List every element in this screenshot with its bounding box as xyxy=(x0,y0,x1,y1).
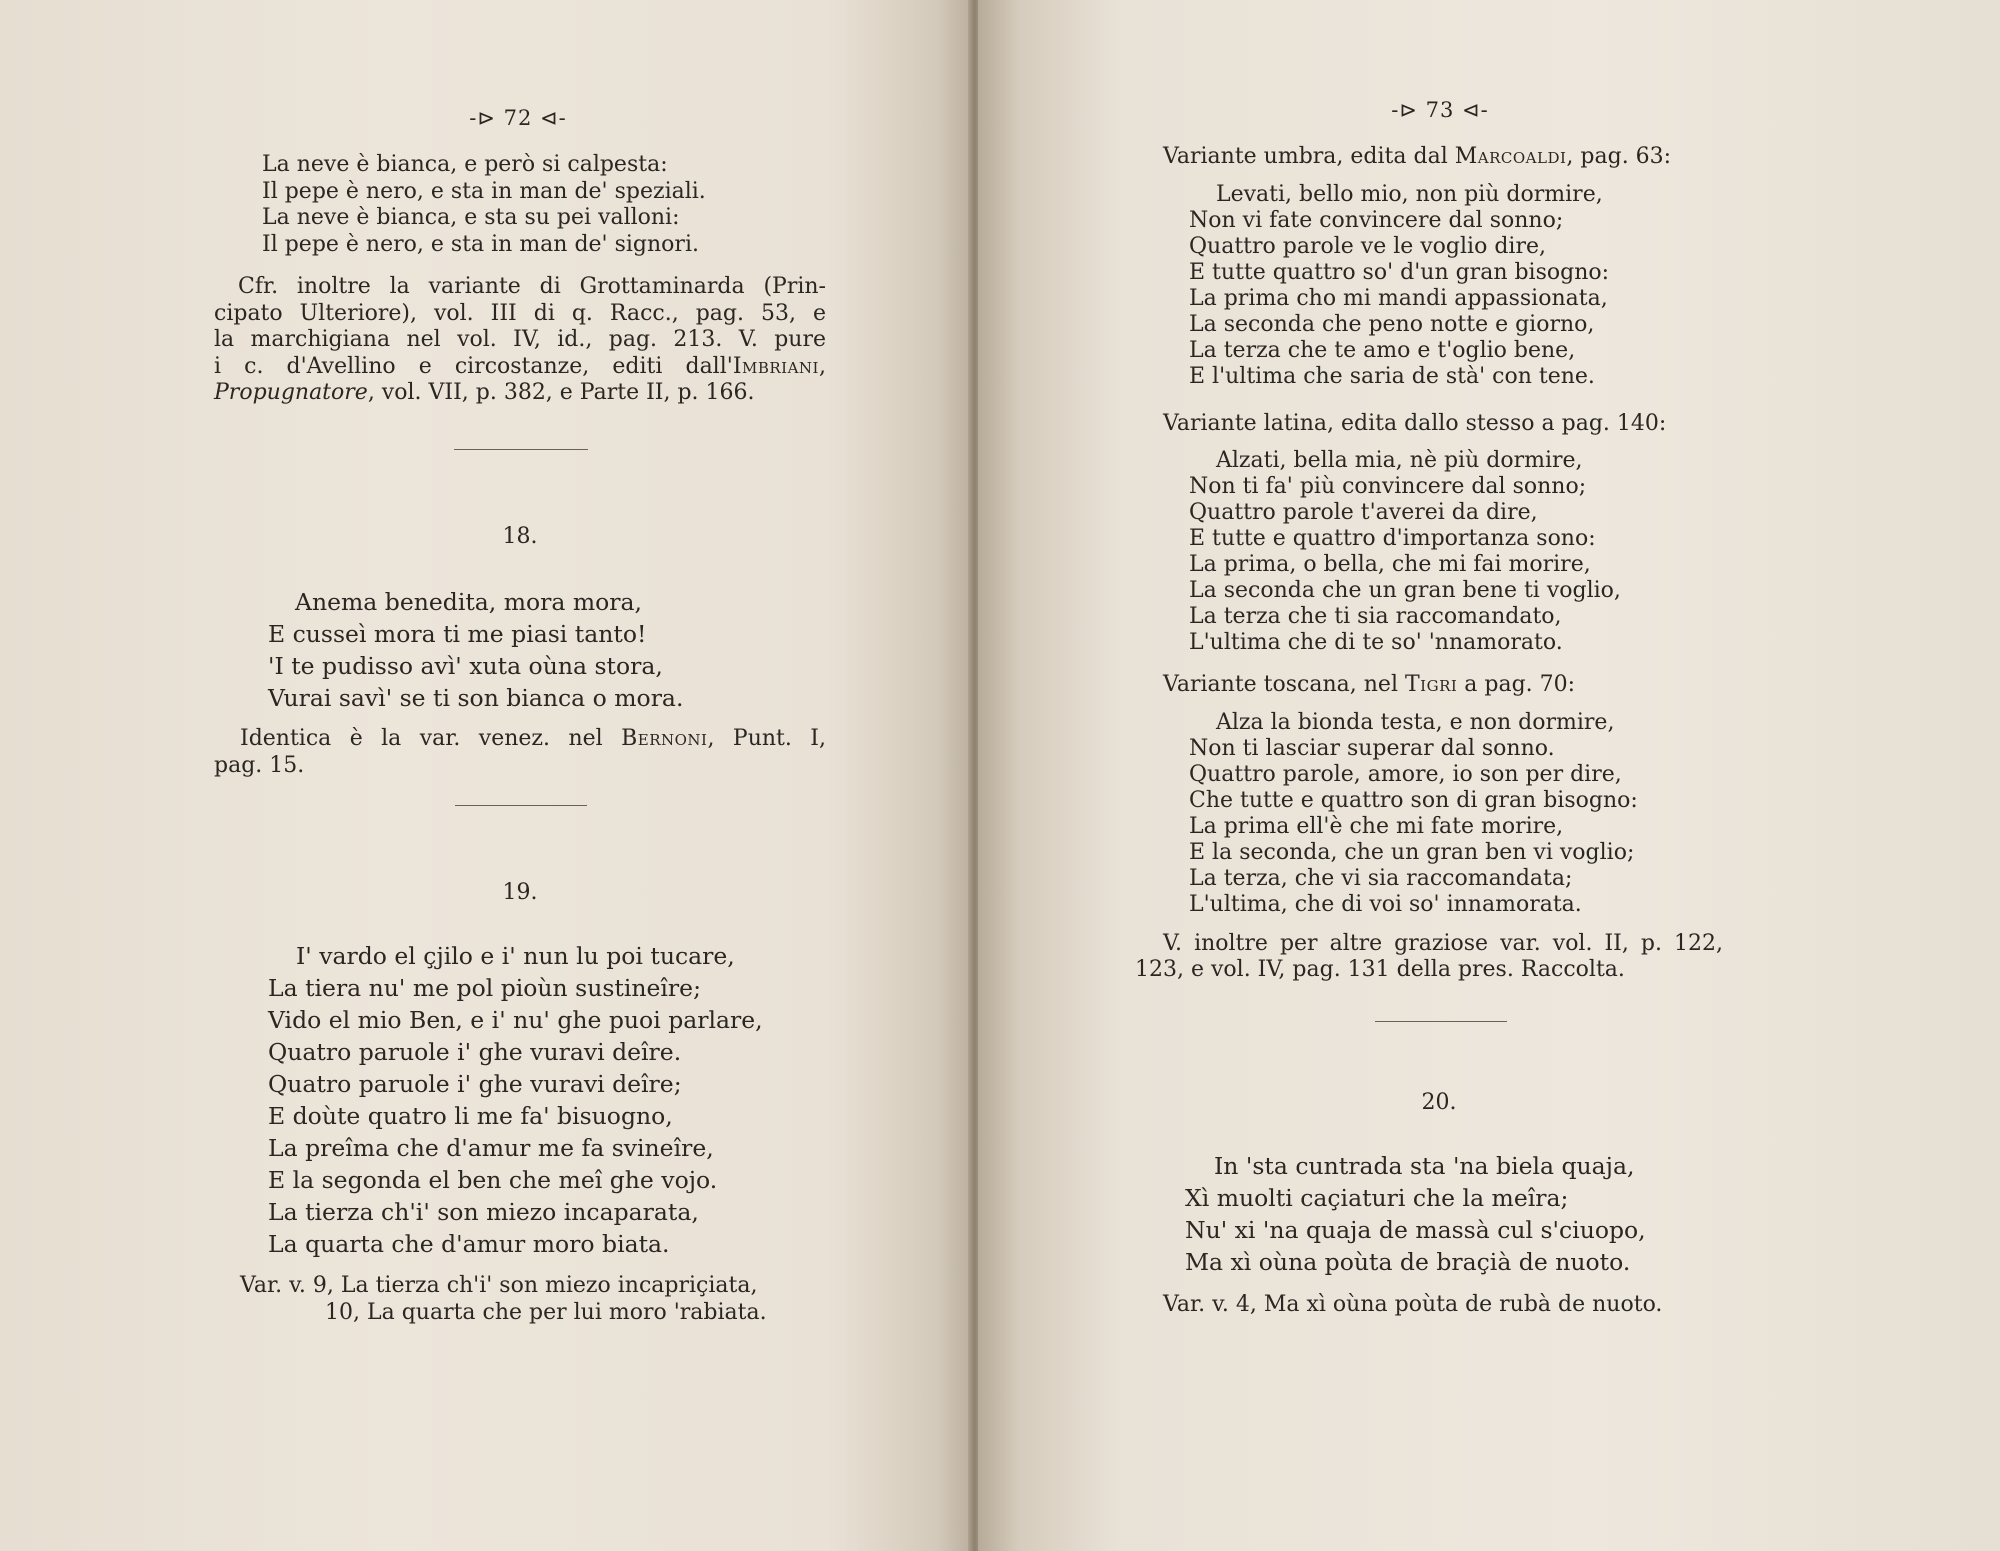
verse-line: E cusseì mora ti me piasi tanto! xyxy=(268,620,647,648)
text-line: la marchigiana nel vol. IV, id., pag. 213. V. pure xyxy=(214,327,826,352)
verse-line: E la seconda, che un gran ben vi voglio; xyxy=(1189,840,1635,865)
page-number: -⊳ 73 ⊲- xyxy=(1391,98,1489,122)
verse-line: La neve è bianca, e però si calpesta: xyxy=(262,152,668,177)
verse-line: La seconda che un gran bene ti voglio, xyxy=(1189,578,1621,603)
verse-line: Vido el mio Ben, e i' nu' ghe puoi parlare, xyxy=(268,1006,763,1034)
verse-line: Non ti fa' più convincere dal sonno; xyxy=(1189,474,1587,499)
verse-line: La preîma che d'amur me fa svineîre, xyxy=(268,1134,714,1162)
verse-line: 'I te pudisso avì' xuta oùna stora, xyxy=(268,652,663,680)
verse-line: La prima ell'è che mi fate morire, xyxy=(1189,814,1564,839)
verse-line: La neve è bianca, e sta su pei valloni: xyxy=(262,205,680,230)
poem-stanza xyxy=(1189,182,1609,390)
verse-line: Quatro paruole i' ghe vuravi deîre; xyxy=(268,1070,682,1098)
author-name: Bernoni xyxy=(621,726,708,751)
verse-line: La tiera nu' me pol pioùn sustineîre; xyxy=(268,974,701,1002)
text-line: Var. v. 4, Ma xì oùna poùta de rubà de nuoto. xyxy=(1163,1292,1663,1317)
section-heading xyxy=(1163,411,1666,437)
verse-line: Nu' xi 'na quaja de massà cul s'ciuopo, xyxy=(1185,1216,1646,1244)
text-line xyxy=(214,726,826,753)
text-line: 123, e vol. IV, pag. 131 della pres. Raccolta. xyxy=(1135,957,1625,982)
variant-note xyxy=(1163,1292,1662,1318)
section-divider xyxy=(454,449,588,450)
section-divider xyxy=(455,805,587,806)
verse-line: Quattro parole ve le voglio dire, xyxy=(1189,234,1546,259)
text-line: cipato Ulteriore), vol. III di q. Racc., pag. 53, e xyxy=(214,300,826,326)
verse-line: La quarta che d'amur moro biata. xyxy=(268,1230,670,1258)
verse-line: La seconda che peno notte e giorno, xyxy=(1189,312,1595,337)
poem-stanza xyxy=(268,940,763,1260)
verse-line: I' vardo el çjilo e i' nun lu poi tucare, xyxy=(296,942,735,970)
verse-line: La terza che ti sia raccomandato, xyxy=(1189,604,1562,629)
text-segment: , Punt. I, xyxy=(707,726,826,751)
verse-line: E doùte quatro li me fa' bisuogno, xyxy=(268,1102,673,1130)
verse-line: E la segonda el ben che meî ghe vojo. xyxy=(268,1166,718,1194)
variant-note xyxy=(240,1272,767,1326)
page-number: -⊳ 72 ⊲- xyxy=(469,106,567,130)
verse-line: Il pepe è nero, e sta in man de' speziali. xyxy=(262,178,706,204)
text-segment: Variante toscana, nel xyxy=(1163,672,1405,697)
author-name: Imbriani xyxy=(732,353,819,379)
text-line xyxy=(214,354,826,381)
poem-number: 18. xyxy=(502,524,538,549)
text-segment: Variante umbra, edita dal xyxy=(1163,144,1455,169)
verse-line: Xì muolti caçiaturi che la meîra; xyxy=(1185,1184,1569,1212)
text-segment: , vol. VII, p. 382, e Parte II, p. 166. xyxy=(367,380,755,405)
section-heading xyxy=(1163,144,1671,170)
author-name: Marcoaldi xyxy=(1454,144,1567,169)
verse-line: Che tutte e quattro son di gran bisogno: xyxy=(1189,788,1638,813)
text-segment: Identica è la var. venez. nel xyxy=(240,726,622,751)
verse-line: L'ultima che di te so' 'nnamorato. xyxy=(1189,630,1563,655)
text-segment: i c. d'Avellino e circostanze, editi dall' xyxy=(214,353,733,379)
verse-line: E l'ultima che saria de stà' con tene. xyxy=(1189,364,1595,389)
text-segment: , pag. 63: xyxy=(1566,144,1672,169)
section-divider xyxy=(1375,1021,1507,1022)
verse-line: La tierza ch'i' son miezo incaparata, xyxy=(268,1198,699,1226)
section-heading xyxy=(1163,672,1575,698)
text-line: Var. v. 9, La tierza ch'i' son miezo incapriçiata, xyxy=(240,1273,758,1298)
verse-line: La terza che te amo e t'oglio bene, xyxy=(1189,338,1576,363)
author-name: Tigri xyxy=(1404,672,1458,697)
right-page xyxy=(978,0,2000,1551)
verse-line: E tutte quattro so' d'un gran bisogno: xyxy=(1189,260,1610,285)
text-line xyxy=(1163,672,1575,698)
left-page xyxy=(0,0,975,1551)
verse-line: L'ultima, che di voi so' innamorata. xyxy=(1189,892,1582,917)
verse-line: Anema benedita, mora mora, xyxy=(295,588,643,616)
text-segment: a pag. 70: xyxy=(1457,672,1576,697)
footnote-paragraph xyxy=(1135,931,1723,983)
verse-line: La prima, o bella, che mi fai morire, xyxy=(1189,552,1591,577)
verse-line: Alzati, bella mia, nè più dormire, xyxy=(1216,448,1583,473)
journal-title: Propugnatore xyxy=(214,380,368,405)
verse-line: Quattro parole t'averei da dire, xyxy=(1189,500,1538,525)
poem-stanza xyxy=(268,586,683,714)
poem-number: 19. xyxy=(502,880,538,905)
verse-line: Vurai savì' se ti son bianca o mora. xyxy=(268,684,684,712)
verse-line: Quatro paruole i' ghe vuravi deîre. xyxy=(268,1038,682,1066)
verse-line: Alza la bionda testa, e non dormire, xyxy=(1216,710,1615,735)
poem-number: 20. xyxy=(1421,1090,1457,1115)
text-line: V. inoltre per altre graziose var. vol. II, p. 122, xyxy=(1163,931,1723,956)
verse-line: La terza, che vi sia raccomandata; xyxy=(1189,866,1573,891)
verse-line: In 'sta cuntrada sta 'na biela quaja, xyxy=(1214,1152,1635,1180)
verse-line: La prima cho mi mandi appassionata, xyxy=(1189,286,1608,311)
footnote-paragraph xyxy=(214,726,826,779)
text-line: Variante latina, edita dallo stesso a pag. 140: xyxy=(1163,411,1667,436)
verse-line: Il pepe è nero, e sta in man de' signori. xyxy=(262,231,699,257)
text-segment: , xyxy=(819,353,826,379)
verse-line: Levati, bello mio, non più dormire, xyxy=(1216,182,1603,207)
text-line: 10, La quarta che per lui moro 'rabiata. xyxy=(325,1300,767,1325)
verse-line: Ma xì oùna poùta de braçià de nuoto. xyxy=(1185,1248,1631,1276)
text-line xyxy=(214,380,826,407)
verse-line: E tutte e quattro d'importanza sono: xyxy=(1189,526,1596,551)
verse-line: Quattro parole, amore, io son per dire, xyxy=(1189,762,1622,787)
footnote-paragraph xyxy=(214,274,826,407)
poem-stanza xyxy=(262,152,706,258)
text-line xyxy=(1163,144,1671,170)
poem-stanza xyxy=(1185,1150,1646,1278)
text-line: Cfr. inoltre la variante di Grottaminarda (Prin- xyxy=(238,274,826,299)
text-line: pag. 15. xyxy=(214,752,305,778)
verse-line: Non ti lasciar superar dal sonno. xyxy=(1189,736,1555,761)
verse-line: Non vi fate convincere dal sonno; xyxy=(1189,208,1564,233)
poem-stanza xyxy=(1189,448,1621,656)
poem-stanza xyxy=(1189,710,1638,918)
